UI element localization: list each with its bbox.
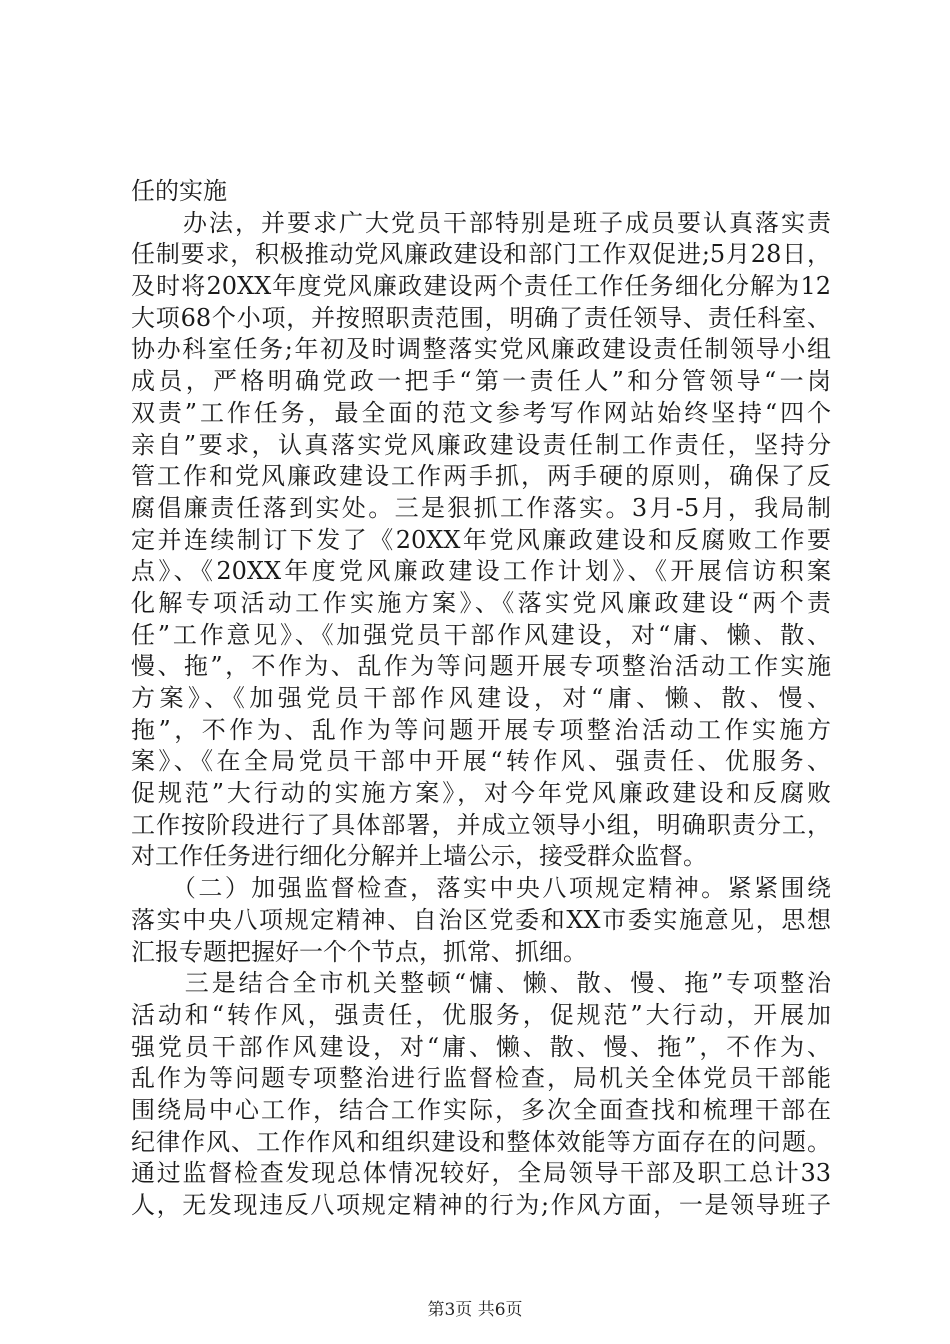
text-line: 案》、《在全局党员干部中开展“转作风、强责任、优服务、 [131, 747, 831, 776]
text-line: 协办科室任务;年初及时调整落实党风廉政建设责任制领导小组 [131, 335, 831, 364]
text-line: 化解专项活动工作实施方案》、《落实党风廉政建设“两个责 [131, 588, 831, 617]
text-line: 三是结合全市机关整顿“慵、懒、散、慢、拖”专项整治 [131, 969, 831, 998]
text-line: 围绕局中心工作，结合工作实际，多次全面查找和梳理干部在 [131, 1095, 831, 1124]
text-line: 强党员干部作风建设，对“庸、懒、散、慢、拖”，不作为、 [131, 1032, 831, 1061]
text-line: 活动和“转作风，强责任，优服务，促规范”大行动，开展加 [131, 1000, 831, 1029]
text-line: 工作按阶段进行了具体部署，并成立领导小组，明确职责分工， [131, 810, 831, 839]
text-line: 亲自”要求，认真落实党风廉政建设责任制工作责任，坚持分 [131, 430, 831, 459]
text-line: 及时将20XX年度党风廉政建设两个责任工作任务细化分解为12 [131, 272, 831, 301]
text-line: 任制要求，积极推动党风廉政建设和部门工作双促进;5月28日， [131, 240, 831, 269]
text-line: 慢、拖”，不作为、乱作为等问题开展专项整治活动工作实施 [131, 652, 831, 681]
page-number-footer: 第3页 共6页 [427, 1300, 523, 1320]
text-line: （二）加强监督检查，落实中央八项规定精神。紧紧围绕 [131, 874, 831, 903]
text-line: 纪律作风、工作作风和组织建设和整体效能等方面存在的问题。 [131, 1127, 831, 1156]
text-line: 办法，并要求广大党员干部特别是班子成员要认真落实责 [131, 208, 831, 237]
text-line: 拖”，不作为、乱作为等问题开展专项整治活动工作实施方 [131, 715, 831, 744]
text-line: 点》、《20XX年度党风廉政建设工作计划》、《开展信访积案 [131, 557, 831, 586]
text-line: 管工作和党风廉政建设工作两手抓，两手硬的原则，确保了反 [131, 462, 831, 491]
text-line: 乱作为等问题专项整治进行监督检查，局机关全体党员干部能 [131, 1064, 831, 1093]
text-line: 对工作任务进行细化分解并上墙公示，接受群众监督。 [131, 842, 707, 871]
text-line: 成员，严格明确党政一把手“第一责任人”和分管领导“一岗 [131, 367, 831, 396]
text-line: 定并连续制订下发了《20XX年党风廉政建设和反腐败工作要 [131, 525, 831, 554]
text-line: 通过监督检查发现总体情况较好，全局领导干部及职工总计33 [131, 1159, 831, 1188]
text-line: 人，无发现违反八项规定精神的行为;作风方面，一是领导班子 [131, 1191, 831, 1219]
text-line: 大项68个小项，并按照职责范围，明确了责任领导、责任科室、 [131, 303, 831, 332]
text-line: 方案》、《加强党员干部作风建设，对“庸、懒、散、慢、 [131, 684, 831, 712]
text-line: 汇报专题把握好一个个节点，抓常、抓细。 [131, 937, 587, 966]
document-body [131, 176, 831, 1222]
text-line: 腐倡廉责任落到实处。三是狠抓工作落实。3月-5月，我局制 [131, 493, 831, 522]
text-line: 双责”工作任务，最全面的范文参考写作网站始终坚持“四个 [131, 398, 831, 427]
text-line: 任”工作意见》、《加强党员干部作风建设，对“庸、懒、散、 [131, 620, 831, 649]
text-line: 促规范”大行动的实施方案》，对今年党风廉政建设和反腐败 [131, 779, 831, 808]
text-line: 任的实施 [131, 177, 227, 205]
text-line: 落实中央八项规定精神、自治区党委和XX市委实施意见，思想 [131, 905, 831, 934]
